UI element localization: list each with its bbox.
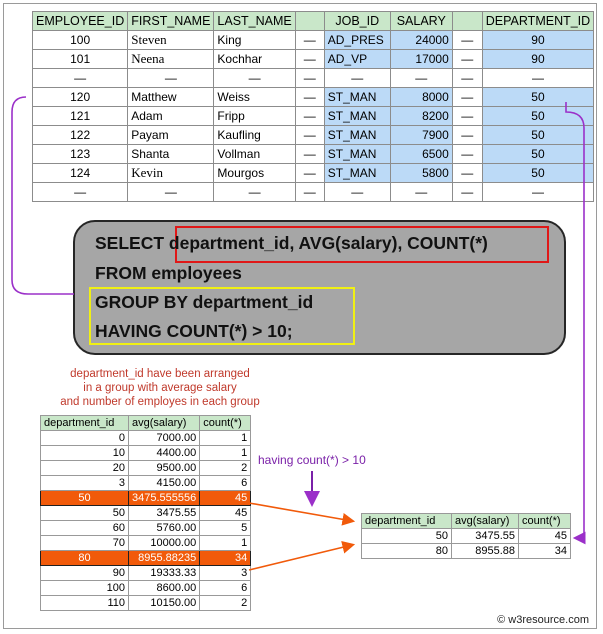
cell-job-id: — <box>324 183 390 202</box>
grouped-cell-avg-salary: 9500.00 <box>129 461 200 476</box>
cell-last-name: Mourgos <box>214 164 295 183</box>
final-col-count: count(*) <box>519 514 571 529</box>
grouped-cell-count: 1 <box>200 446 251 461</box>
col-header-department-id: DEPARTMENT_ID <box>482 12 593 31</box>
cell-blank-2: — <box>452 164 482 183</box>
col-header-salary: SALARY <box>390 12 452 31</box>
cell-department-id: — <box>482 183 593 202</box>
col-header-last-name: LAST_NAME <box>214 12 295 31</box>
grouped-cell-avg-salary: 8600.00 <box>129 581 200 596</box>
col-header-employee-id: EMPLOYEE_ID <box>33 12 128 31</box>
cell-last-name: Kaufling <box>214 126 295 145</box>
cell-blank-2: — <box>452 126 482 145</box>
cell-first-name: Matthew <box>128 88 214 107</box>
cell-blank-1: — <box>295 31 324 50</box>
final-cell-department-id: 80 <box>362 544 452 559</box>
w3resource-credit: © w3resource.com <box>497 614 589 626</box>
note-line-2: in a group with average salary <box>83 382 237 394</box>
cell-salary: 24000 <box>390 31 452 50</box>
grouped-cell-department-id: 90 <box>41 566 129 581</box>
col-header-job-id: JOB_ID <box>324 12 390 31</box>
cell-blank-1: — <box>295 145 324 164</box>
cell-job-id: — <box>324 69 390 88</box>
cell-job-id: ST_MAN <box>324 164 390 183</box>
cell-last-name: Kochhar <box>214 50 295 69</box>
cell-first-name: Steven <box>128 31 214 50</box>
cell-blank-1: — <box>295 107 324 126</box>
cell-salary: 8200 <box>390 107 452 126</box>
final-cell-avg-salary: 3475.55 <box>452 529 519 544</box>
cell-department-id: — <box>482 69 593 88</box>
grouped-col-avg-salary: avg(salary) <box>129 416 200 431</box>
grouped-cell-count: 6 <box>200 476 251 491</box>
grouped-cell-avg-salary: 4150.00 <box>129 476 200 491</box>
sql-select-keyword: SELECT <box>95 233 169 253</box>
final-cell-avg-salary: 8955.88 <box>452 544 519 559</box>
grouped-cell-department-id: 0 <box>41 431 129 446</box>
cell-blank-2: — <box>452 145 482 164</box>
final-cell-count: 45 <box>519 529 571 544</box>
grouped-cell-avg-salary: 10150.00 <box>129 596 200 611</box>
final-col-avg-salary: avg(salary) <box>452 514 519 529</box>
cell-job-id: AD_VP <box>324 50 390 69</box>
cell-first-name: — <box>128 69 214 88</box>
cell-blank-1: — <box>295 164 324 183</box>
cell-blank-2: — <box>452 183 482 202</box>
note-line-3: and number of employes in each group <box>60 396 260 408</box>
grouped-cell-count: 3 <box>200 566 251 581</box>
cell-job-id: ST_MAN <box>324 126 390 145</box>
note-line-1: department_id have been arranged <box>70 368 250 380</box>
grouped-cell-department-id: 10 <box>41 446 129 461</box>
cell-salary: — <box>390 69 452 88</box>
grouped-cell-department-id: 60 <box>41 521 129 536</box>
cell-first-name: Payam <box>128 126 214 145</box>
cell-blank-2: — <box>452 50 482 69</box>
grouped-cell-count: 1 <box>200 536 251 551</box>
sql-group-by-line: GROUP BY department_id <box>95 292 314 312</box>
cell-employee-id: 121 <box>33 107 128 126</box>
cell-first-name: Neena <box>128 50 214 69</box>
left-bracket-connector <box>12 97 74 294</box>
cell-last-name: — <box>214 183 295 202</box>
grouped-cell-department-id: 70 <box>41 536 129 551</box>
cell-last-name: Fripp <box>214 107 295 126</box>
cell-employee-id: — <box>33 183 128 202</box>
cell-last-name: Weiss <box>214 88 295 107</box>
cell-first-name: Shanta <box>128 145 214 164</box>
arrow-from-row-50 <box>249 503 352 521</box>
sql-from-line: FROM employees <box>95 263 242 283</box>
cell-job-id: ST_MAN <box>324 145 390 164</box>
grouped-cell-count: 34 <box>200 551 251 566</box>
cell-employee-id: 120 <box>33 88 128 107</box>
grouped-cell-department-id: 110 <box>41 596 129 611</box>
cell-blank-1: — <box>295 50 324 69</box>
grouped-cell-department-id: 50 <box>41 491 129 506</box>
grouped-cell-avg-salary: 3475.55 <box>129 506 200 521</box>
grouped-col-count: count(*) <box>200 416 251 431</box>
cell-job-id: ST_MAN <box>324 88 390 107</box>
right-bracket-arrow <box>566 102 584 538</box>
cell-salary: 17000 <box>390 50 452 69</box>
cell-salary: 6500 <box>390 145 452 164</box>
arrow-from-row-80 <box>249 545 352 570</box>
final-col-department-id: department_id <box>362 514 452 529</box>
cell-first-name: Kevin <box>128 164 214 183</box>
cell-salary: 8000 <box>390 88 452 107</box>
having-condition-label: having count(*) > 10 <box>258 453 366 467</box>
cell-job-id: AD_PRES <box>324 31 390 50</box>
grouped-cell-avg-salary: 7000.00 <box>129 431 200 446</box>
cell-department-id: 50 <box>482 145 593 164</box>
cell-blank-1: — <box>295 69 324 88</box>
grouped-cell-count: 6 <box>200 581 251 596</box>
cell-salary: 7900 <box>390 126 452 145</box>
cell-department-id: 50 <box>482 107 593 126</box>
sql-having-line: HAVING COUNT(*) > 10; <box>95 321 293 341</box>
cell-department-id: 90 <box>482 50 593 69</box>
grouped-cell-avg-salary: 4400.00 <box>129 446 200 461</box>
cell-last-name: — <box>214 69 295 88</box>
cell-department-id: 50 <box>482 126 593 145</box>
grouped-cell-department-id: 100 <box>41 581 129 596</box>
cell-blank-2: — <box>452 31 482 50</box>
grouped-cell-avg-salary: 5760.00 <box>129 521 200 536</box>
grouped-cell-count: 5 <box>200 521 251 536</box>
final-cell-count: 34 <box>519 544 571 559</box>
grouped-cell-department-id: 20 <box>41 461 129 476</box>
cell-salary: — <box>390 183 452 202</box>
cell-employee-id: 101 <box>33 50 128 69</box>
grouped-col-department-id: department_id <box>41 416 129 431</box>
cell-employee-id: 124 <box>33 164 128 183</box>
cell-blank-2: — <box>452 107 482 126</box>
cell-blank-1: — <box>295 88 324 107</box>
cell-first-name: — <box>128 183 214 202</box>
cell-first-name: Adam <box>128 107 214 126</box>
grouped-cell-count: 1 <box>200 431 251 446</box>
final-cell-department-id: 50 <box>362 529 452 544</box>
cell-employee-id: — <box>33 69 128 88</box>
col-header-first-name: FIRST_NAME <box>128 12 214 31</box>
grouped-cell-department-id: 3 <box>41 476 129 491</box>
grouped-cell-count: 45 <box>200 506 251 521</box>
grouped-cell-count: 2 <box>200 596 251 611</box>
grouped-cell-department-id: 50 <box>41 506 129 521</box>
cell-department-id: 50 <box>482 164 593 183</box>
cell-department-id: 90 <box>482 31 593 50</box>
cell-employee-id: 122 <box>33 126 128 145</box>
grouped-cell-department-id: 80 <box>41 551 129 566</box>
grouped-cell-count: 2 <box>200 461 251 476</box>
cell-employee-id: 123 <box>33 145 128 164</box>
grouped-cell-avg-salary: 3475.555556 <box>129 491 200 506</box>
cell-blank-2: — <box>452 88 482 107</box>
cell-department-id: 50 <box>482 88 593 107</box>
grouped-cell-avg-salary: 8955.88235 <box>129 551 200 566</box>
cell-blank-1: — <box>295 126 324 145</box>
grouped-cell-avg-salary: 19333.33 <box>129 566 200 581</box>
cell-blank-2: — <box>452 69 482 88</box>
cell-employee-id: 100 <box>33 31 128 50</box>
cell-last-name: King <box>214 31 295 50</box>
grouped-cell-avg-salary: 10000.00 <box>129 536 200 551</box>
sql-select-columns: department_id, AVG(salary), COUNT(*) <box>168 233 488 253</box>
cell-blank-1: — <box>295 183 324 202</box>
cell-salary: 5800 <box>390 164 452 183</box>
grouped-cell-count: 45 <box>200 491 251 506</box>
cell-job-id: ST_MAN <box>324 107 390 126</box>
cell-last-name: Vollman <box>214 145 295 164</box>
